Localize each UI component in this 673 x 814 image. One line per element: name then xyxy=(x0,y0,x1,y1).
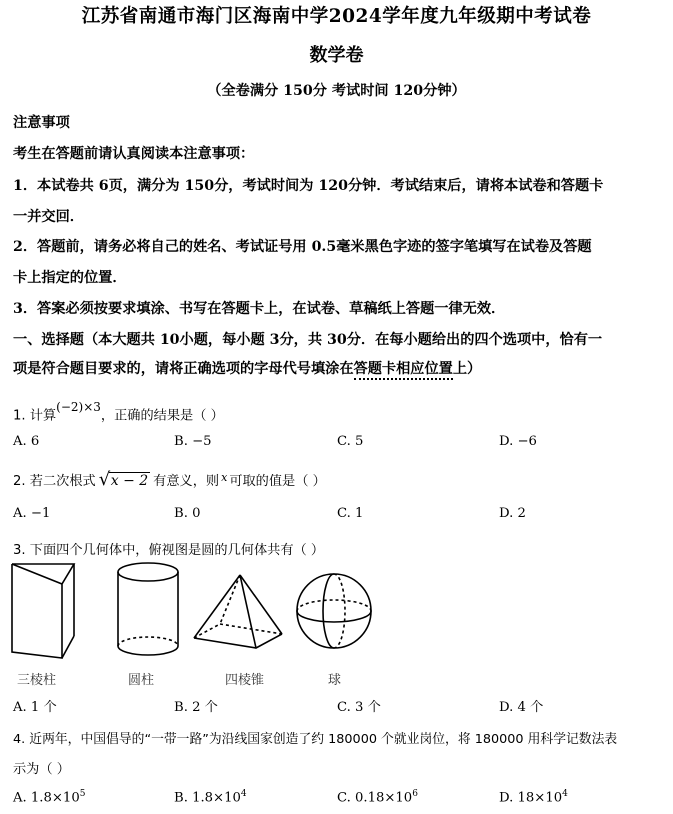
q2-radicand: x − 2 xyxy=(110,473,149,489)
q1-option-c[interactable]: C. 5 xyxy=(337,434,364,449)
q3-option-c[interactable]: C. 3 个 xyxy=(337,700,381,715)
q3-option-a[interactable]: A. 1 个 xyxy=(13,700,57,715)
exam-subject: 数学卷 xyxy=(309,45,364,66)
label-square-pyramid: 四棱锥 xyxy=(225,673,265,688)
notice-intro: 考生在答题前请认真阅读本注意事项： xyxy=(13,146,255,162)
radical-sign-icon: √ xyxy=(98,469,111,490)
q1-option-d[interactable]: D. −6 xyxy=(499,434,537,449)
triangular-prism-figure xyxy=(8,560,78,665)
q1-option-a[interactable]: A. 6 xyxy=(13,434,40,449)
q2-suffix: 可取的值是（ ） xyxy=(229,474,326,489)
notice-item-3: 3．答案必须按要求填涂、书写在答题卡上，在试卷、草稿纸上答题一律无效． xyxy=(13,301,506,317)
q4-c-base: C. 0.18×10 xyxy=(337,790,413,806)
question-2 xyxy=(13,470,326,489)
q3-option-d[interactable]: D. 4 个 xyxy=(499,700,544,715)
q3-option-b[interactable]: B. 2 个 xyxy=(174,700,218,715)
section-text-a: 项是符合题目要求的，请将正确选项的字母代号填涂在 xyxy=(13,361,354,377)
q1-option-b[interactable]: B. −5 xyxy=(174,434,212,449)
radical-expression xyxy=(98,469,150,490)
q1-suffix: ，正确的结果是（ ） xyxy=(100,408,224,424)
notice-item-1-cont: 一并交回． xyxy=(13,209,84,225)
exam-info: （全卷满分 150分 考试时间 120分钟） xyxy=(207,83,466,99)
question-4: 4. 近两年，中国倡导的“一带一路”为沿线国家创造了约 180000 个就业岗位，将 180000 用科学记数法表 xyxy=(13,732,618,747)
cylinder-figure xyxy=(114,560,182,662)
q4-a-base: A. 1.8×10 xyxy=(13,790,80,806)
question-4-cont: 示为（ ） xyxy=(13,762,70,777)
section-heading-cont xyxy=(13,358,481,378)
q2-middle: 有意义，则 xyxy=(153,474,220,489)
exam-title: 江苏省南通市海门区海南中学2024学年度九年级期中考试卷 xyxy=(81,6,592,27)
q4-b-base: B. 1.8×10 xyxy=(174,790,241,806)
notice-heading: 注意事项 xyxy=(13,115,70,131)
square-pyramid-figure xyxy=(190,572,286,654)
q4-a-exponent: 5 xyxy=(79,789,86,799)
q4-option-a[interactable] xyxy=(13,789,85,805)
q2-option-b[interactable]: B. 0 xyxy=(174,506,201,521)
q2-option-a[interactable]: A. −1 xyxy=(13,506,51,521)
q4-d-exponent: 4 xyxy=(562,789,568,799)
emphasis-text: 答题卡相应位置 xyxy=(354,361,453,380)
q4-option-b[interactable] xyxy=(174,789,247,805)
q1-expression: (−2)×3 xyxy=(56,400,101,414)
q2-prefix: 2. 若二次根式 xyxy=(13,474,96,489)
q2-option-c[interactable]: C. 1 xyxy=(337,506,364,521)
notice-item-1: 1．本试卷共 6页，满分为 150分，考试时间为 120分钟．考试结束后，请将本试卷和答题卡 xyxy=(13,178,604,194)
label-sphere: 球 xyxy=(328,673,342,688)
notice-item-2: 2．答题前，请务必将自己的姓名、考试证号用 0.5毫米黑色字迹的签字笔填写在试卷及答题 xyxy=(13,239,592,255)
question-1 xyxy=(13,400,224,424)
q2-variable: x xyxy=(221,471,228,484)
label-cylinder: 圆柱 xyxy=(128,673,155,688)
q4-option-d[interactable] xyxy=(499,789,568,805)
question-3: 3. 下面四个几何体中，俯视图是圆的几何体共有（ ） xyxy=(13,543,325,558)
label-triangular-prism: 三棱柱 xyxy=(17,673,57,688)
section-heading: 一、选择题（本大题共 10小题，每小题 3分，共 30分．在每小题给出的四个选项中，恰有一 xyxy=(13,332,603,348)
q4-option-c[interactable] xyxy=(337,789,418,805)
notice-item-2-cont: 卡上指定的位置． xyxy=(13,270,127,286)
q4-d-base: D. 18×10 xyxy=(499,790,563,806)
q4-b-exponent: 4 xyxy=(240,789,247,799)
q1-prefix: 1. 计算 xyxy=(13,408,57,424)
section-text-b: 上） xyxy=(452,361,482,377)
q2-option-d[interactable]: D. 2 xyxy=(499,506,526,521)
q4-c-exponent: 6 xyxy=(412,789,418,799)
sphere-figure xyxy=(294,571,374,651)
